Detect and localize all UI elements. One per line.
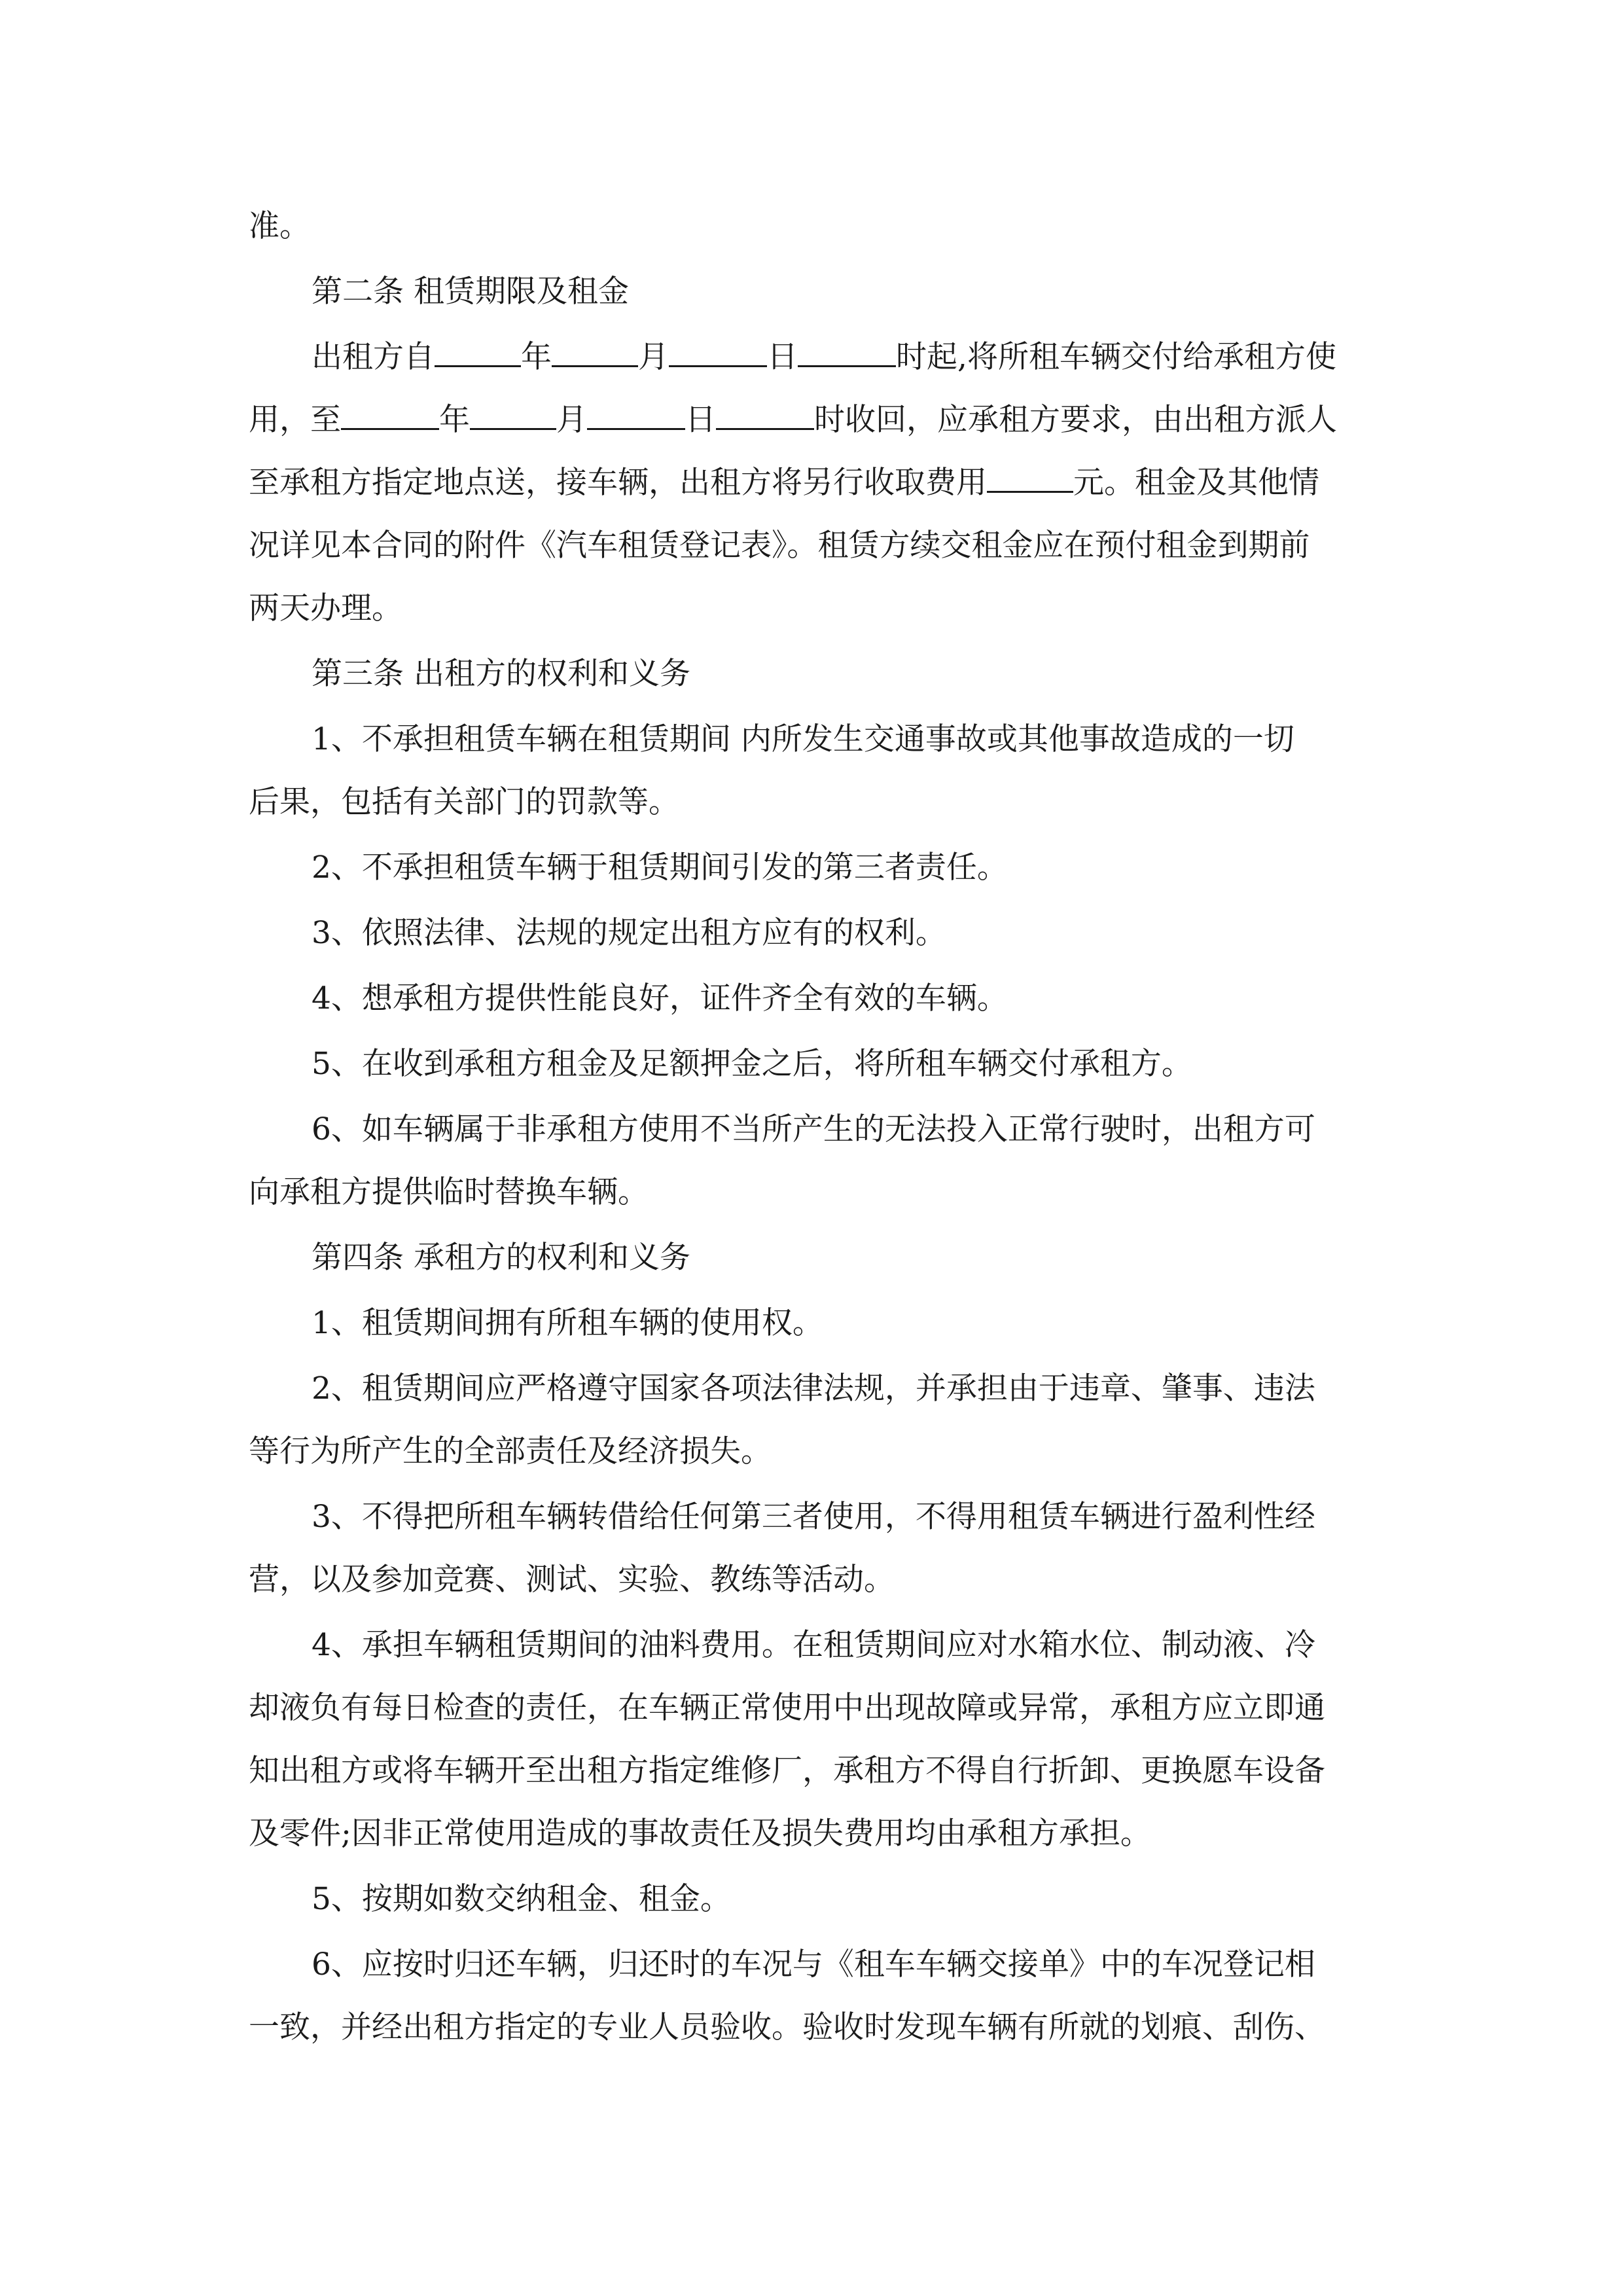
paragraph-line <box>249 402 1337 439</box>
paragraph-line: 营，以及参加竞赛、测试、实验、教练等活动。 <box>249 1562 895 1598</box>
paragraph-line: 知出租方或将车辆开至出租方指定维修厂，承租方不得自行折卸、更换愿车设备 <box>249 1753 1325 1789</box>
fill-in-blank[interactable] <box>435 339 521 367</box>
text-fragment: 月 <box>556 402 587 438</box>
text-fragment: 日 <box>685 402 716 438</box>
paragraph-line: 1、不承担租赁车辆在租赁期间 内所发生交通事故或其他事故造成的一切 <box>312 721 1294 757</box>
paragraph-line: 后果，包括有关部门的罚款等。 <box>249 784 679 820</box>
fill-in-blank[interactable] <box>470 402 556 430</box>
paragraph-line <box>312 339 1336 376</box>
article-heading: 第二条 租赁期限及租金 <box>312 274 629 310</box>
paragraph-line: 及零件;因非正常使用造成的事故责任及损失费用均由承租方承担。 <box>249 1816 1151 1852</box>
paragraph-line: 准。 <box>249 208 310 244</box>
fill-in-blank[interactable] <box>587 402 685 430</box>
paragraph-line: 却液负有每日检查的责任，在车辆正常使用中出现故障或异常，承租方应立即通 <box>249 1690 1325 1726</box>
paragraph-line: 两天办理。 <box>249 590 402 626</box>
fill-in-blank[interactable] <box>987 465 1073 493</box>
paragraph-line <box>249 465 1319 501</box>
text-fragment: 时起,将所租车辆交付给承租方使 <box>896 339 1336 375</box>
text-fragment: 时收回，应承租方要求，由出租方派人 <box>814 402 1337 438</box>
text-fragment: 年 <box>521 339 552 375</box>
list-item: 6、应按时归还车辆，归还时的车况与《租车车辆交接单》中的车况登记相 <box>312 1946 1315 1982</box>
fill-in-blank[interactable] <box>798 339 896 367</box>
list-item: 1、租赁期间拥有所租车辆的使用权。 <box>312 1305 823 1341</box>
article-heading: 第四条 承租方的权利和义务 <box>312 1240 690 1276</box>
list-item: 2、不承担租赁车辆于租赁期间引发的第三者责任。 <box>312 850 1008 886</box>
text-fragment: 月 <box>638 339 669 375</box>
text-fragment: 用，至 <box>249 402 341 438</box>
paragraph-line: 一致，并经出租方指定的专业人员验收。验收时发现车辆有所就的划痕、刮伤、 <box>249 2009 1325 2045</box>
fill-in-blank[interactable] <box>669 339 767 367</box>
text-fragment: 出租方自 <box>312 339 435 375</box>
text-fragment: 日 <box>767 339 798 375</box>
article-heading: 第三条 出租方的权利和义务 <box>312 656 690 692</box>
text-fragment: 元。租金及其他情 <box>1073 465 1319 501</box>
list-item: 3、依照法律、法规的规定出租方应有的权利。 <box>312 915 946 951</box>
list-item: 5、在收到承租方租金及足额押金之后，将所租车辆交付承租方。 <box>312 1046 1192 1082</box>
fill-in-blank[interactable] <box>716 402 814 430</box>
paragraph-line: 况详见本合同的附件《汽车租赁登记表》。租赁方续交租金应在预付租金到期前 <box>249 528 1310 564</box>
list-item: 4、想承租方提供性能良好，证件齐全有效的车辆。 <box>312 980 1008 1016</box>
fill-in-blank[interactable] <box>552 339 638 367</box>
text-fragment: 至承租方指定地点送，接车辆，出租方将另行收取费用 <box>249 465 987 501</box>
list-item: 4、承担车辆租赁期间的油料费用。在租赁期间应对水箱水位、制动液、冷 <box>312 1627 1315 1663</box>
list-item: 6、如车辆属于非承租方使用不当所产生的无法投入正常行驶时，出租方可 <box>312 1111 1315 1147</box>
paragraph-line: 向承租方提供临时替换车辆。 <box>249 1174 649 1210</box>
paragraph-line: 等行为所产生的全部责任及经济损失。 <box>249 1433 772 1469</box>
fill-in-blank[interactable] <box>341 402 439 430</box>
list-item: 5、按期如数交纳租金、租金。 <box>312 1881 731 1917</box>
list-item: 2、租赁期间应严格遵守国家各项法律法规，并承担由于违章、肇事、违法 <box>312 1371 1315 1407</box>
text-fragment: 年 <box>439 402 470 438</box>
list-item: 3、不得把所租车辆转借给任何第三者使用，不得用租赁车辆进行盈利性经 <box>312 1499 1315 1535</box>
